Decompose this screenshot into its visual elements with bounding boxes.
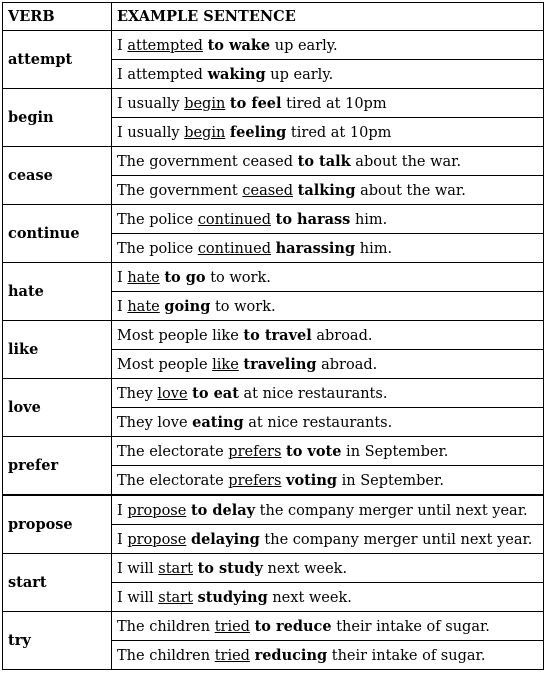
bold-complement: waking <box>207 65 266 83</box>
sentence-text: The government ceased <box>117 153 298 170</box>
sentence-text: They <box>117 385 158 402</box>
bold-complement: studying <box>197 588 268 606</box>
sentence-text: I <box>117 269 128 286</box>
sentence-text: tired at 10pm <box>281 95 387 112</box>
infinitive-sentence-cell <box>112 554 544 583</box>
underlined-verb: continued <box>197 211 272 228</box>
infinitive-sentence-cell <box>112 612 544 641</box>
sentence-text: I will <box>117 560 159 577</box>
verb-cell: attempt <box>3 31 112 89</box>
sentence-text: I <box>117 298 128 315</box>
sentence-text: I usually <box>117 124 185 141</box>
sentence-text: I <box>117 502 128 519</box>
underlined-verb: hate <box>127 269 160 286</box>
infinitive-sentence-cell <box>112 89 544 118</box>
sentence-text: The police <box>117 211 198 228</box>
table-body <box>3 31 544 670</box>
sentence-text: I will <box>117 589 159 606</box>
underlined-verb: prefers <box>228 443 282 460</box>
bold-complement: to eat <box>192 384 239 402</box>
gerund-sentence-cell <box>112 234 544 263</box>
sentence-text: The electorate <box>117 443 229 460</box>
gerund-sentence-cell <box>112 292 544 321</box>
sentence-text: I <box>117 37 128 54</box>
bold-complement: to go <box>164 268 206 286</box>
underlined-verb: like <box>212 356 239 373</box>
gerund-sentence-cell <box>112 60 544 89</box>
header-row <box>3 3 544 31</box>
sentence-text: The electorate <box>117 472 229 489</box>
bold-complement: traveling <box>243 355 317 373</box>
verb-table <box>2 2 544 670</box>
bold-complement: to reduce <box>254 617 332 635</box>
bold-complement: to vote <box>286 442 342 460</box>
sentence-text: at nice restaurants. <box>243 414 393 431</box>
sentence-text: I attempted <box>117 66 208 83</box>
underlined-verb: begin <box>184 95 226 112</box>
sentence-text: the company merger until next year. <box>259 531 533 548</box>
underlined-verb: continued <box>197 240 272 257</box>
table-row <box>3 379 544 408</box>
table-row <box>3 31 544 60</box>
gerund-sentence-cell <box>112 641 544 670</box>
bold-complement: feeling <box>229 123 287 141</box>
sentence-text: him. <box>350 211 388 228</box>
sentence-text: tired at 10pm <box>286 124 392 141</box>
sentence-text: next week. <box>262 560 348 577</box>
infinitive-sentence-cell <box>112 205 544 234</box>
sentence-text: abroad. <box>311 327 373 344</box>
sentence-text: him. <box>355 240 393 257</box>
infinitive-sentence-cell <box>112 495 544 525</box>
sentence-text: at nice restaurants. <box>238 385 388 402</box>
sentence-text: The government <box>117 182 243 199</box>
bold-complement: going <box>164 297 211 315</box>
table-row <box>3 89 544 118</box>
underlined-verb: propose <box>127 502 187 519</box>
infinitive-sentence-cell <box>112 379 544 408</box>
underlined-verb: hate <box>127 298 160 315</box>
bold-complement: to harass <box>275 210 351 228</box>
sentence-text: They love <box>117 414 193 431</box>
bold-complement: talking <box>297 181 356 199</box>
gerund-sentence-cell <box>112 525 544 554</box>
sentence-text: to work. <box>205 269 271 286</box>
bold-complement: to study <box>197 559 263 577</box>
sentence-text: The police <box>117 240 198 257</box>
sentence-text: about the war. <box>355 182 466 199</box>
verb-cell: love <box>3 379 112 437</box>
infinitive-sentence-cell <box>112 321 544 350</box>
bold-complement: delaying <box>190 530 260 548</box>
sentence-text: The children <box>117 618 215 635</box>
sentence-text: Most people <box>117 356 213 373</box>
table-row <box>3 437 544 466</box>
verb-cell: begin <box>3 89 112 147</box>
bold-complement: eating <box>192 413 244 431</box>
table-row <box>3 147 544 176</box>
underlined-verb: prefers <box>228 472 282 489</box>
sentence-text: next week. <box>267 589 352 606</box>
table-row <box>3 321 544 350</box>
sentence-text: up early. <box>265 66 334 83</box>
table-row <box>3 205 544 234</box>
verb-cell: prefer <box>3 437 112 496</box>
underlined-verb: begin <box>184 124 226 141</box>
bold-complement: reducing <box>254 646 328 664</box>
sentence-text: in September. <box>337 472 444 489</box>
underlined-verb: start <box>158 560 193 577</box>
verb-column-header: VERB <box>3 3 112 31</box>
underlined-verb: start <box>158 589 193 606</box>
sentence-text: abroad. <box>316 356 378 373</box>
underlined-verb: love <box>157 385 188 402</box>
table-row <box>3 263 544 292</box>
bold-complement: voting <box>286 471 337 489</box>
sentence-text: The children <box>117 647 215 664</box>
verb-cell: like <box>3 321 112 379</box>
underlined-verb: tried <box>214 618 250 635</box>
table-row <box>3 612 544 641</box>
sentence-text: up early. <box>270 37 338 54</box>
infinitive-sentence-cell <box>112 263 544 292</box>
gerund-sentence-cell <box>112 466 544 496</box>
bold-complement: to feel <box>229 94 282 112</box>
gerund-sentence-cell <box>112 583 544 612</box>
table-row <box>3 495 544 525</box>
gerund-sentence-cell <box>112 176 544 205</box>
verb-cell: try <box>3 612 112 670</box>
underlined-verb: ceased <box>242 182 294 199</box>
bold-complement: to delay <box>190 501 256 519</box>
infinitive-sentence-cell <box>112 437 544 466</box>
verb-cell: hate <box>3 263 112 321</box>
gerund-sentence-cell <box>112 408 544 437</box>
verb-cell: propose <box>3 495 112 554</box>
verb-cell: cease <box>3 147 112 205</box>
underlined-verb: propose <box>127 531 187 548</box>
sentence-text: the company merger until next year. <box>255 502 528 519</box>
bold-complement: to talk <box>297 152 351 170</box>
infinitive-sentence-cell <box>112 147 544 176</box>
infinitive-sentence-cell <box>112 31 544 60</box>
verb-cell: continue <box>3 205 112 263</box>
table-row <box>3 554 544 583</box>
bold-complement: to travel <box>243 326 312 344</box>
sentence-text: about the war. <box>350 153 462 170</box>
verb-cell: start <box>3 554 112 612</box>
sentence-text: Most people like <box>117 327 244 344</box>
sentence-column-header: EXAMPLE SENTENCE <box>112 3 544 31</box>
sentence-text: I <box>117 531 128 548</box>
bold-complement: harassing <box>275 239 356 257</box>
sentence-text: in September. <box>341 443 449 460</box>
sentence-text: their intake of sugar. <box>331 618 490 635</box>
bold-complement: to wake <box>207 36 271 54</box>
gerund-sentence-cell <box>112 118 544 147</box>
sentence-text: their intake of sugar. <box>327 647 486 664</box>
sentence-text: I usually <box>117 95 185 112</box>
sentence-text: to work. <box>210 298 276 315</box>
underlined-verb: attempted <box>127 37 203 54</box>
gerund-sentence-cell <box>112 350 544 379</box>
underlined-verb: tried <box>214 647 250 664</box>
